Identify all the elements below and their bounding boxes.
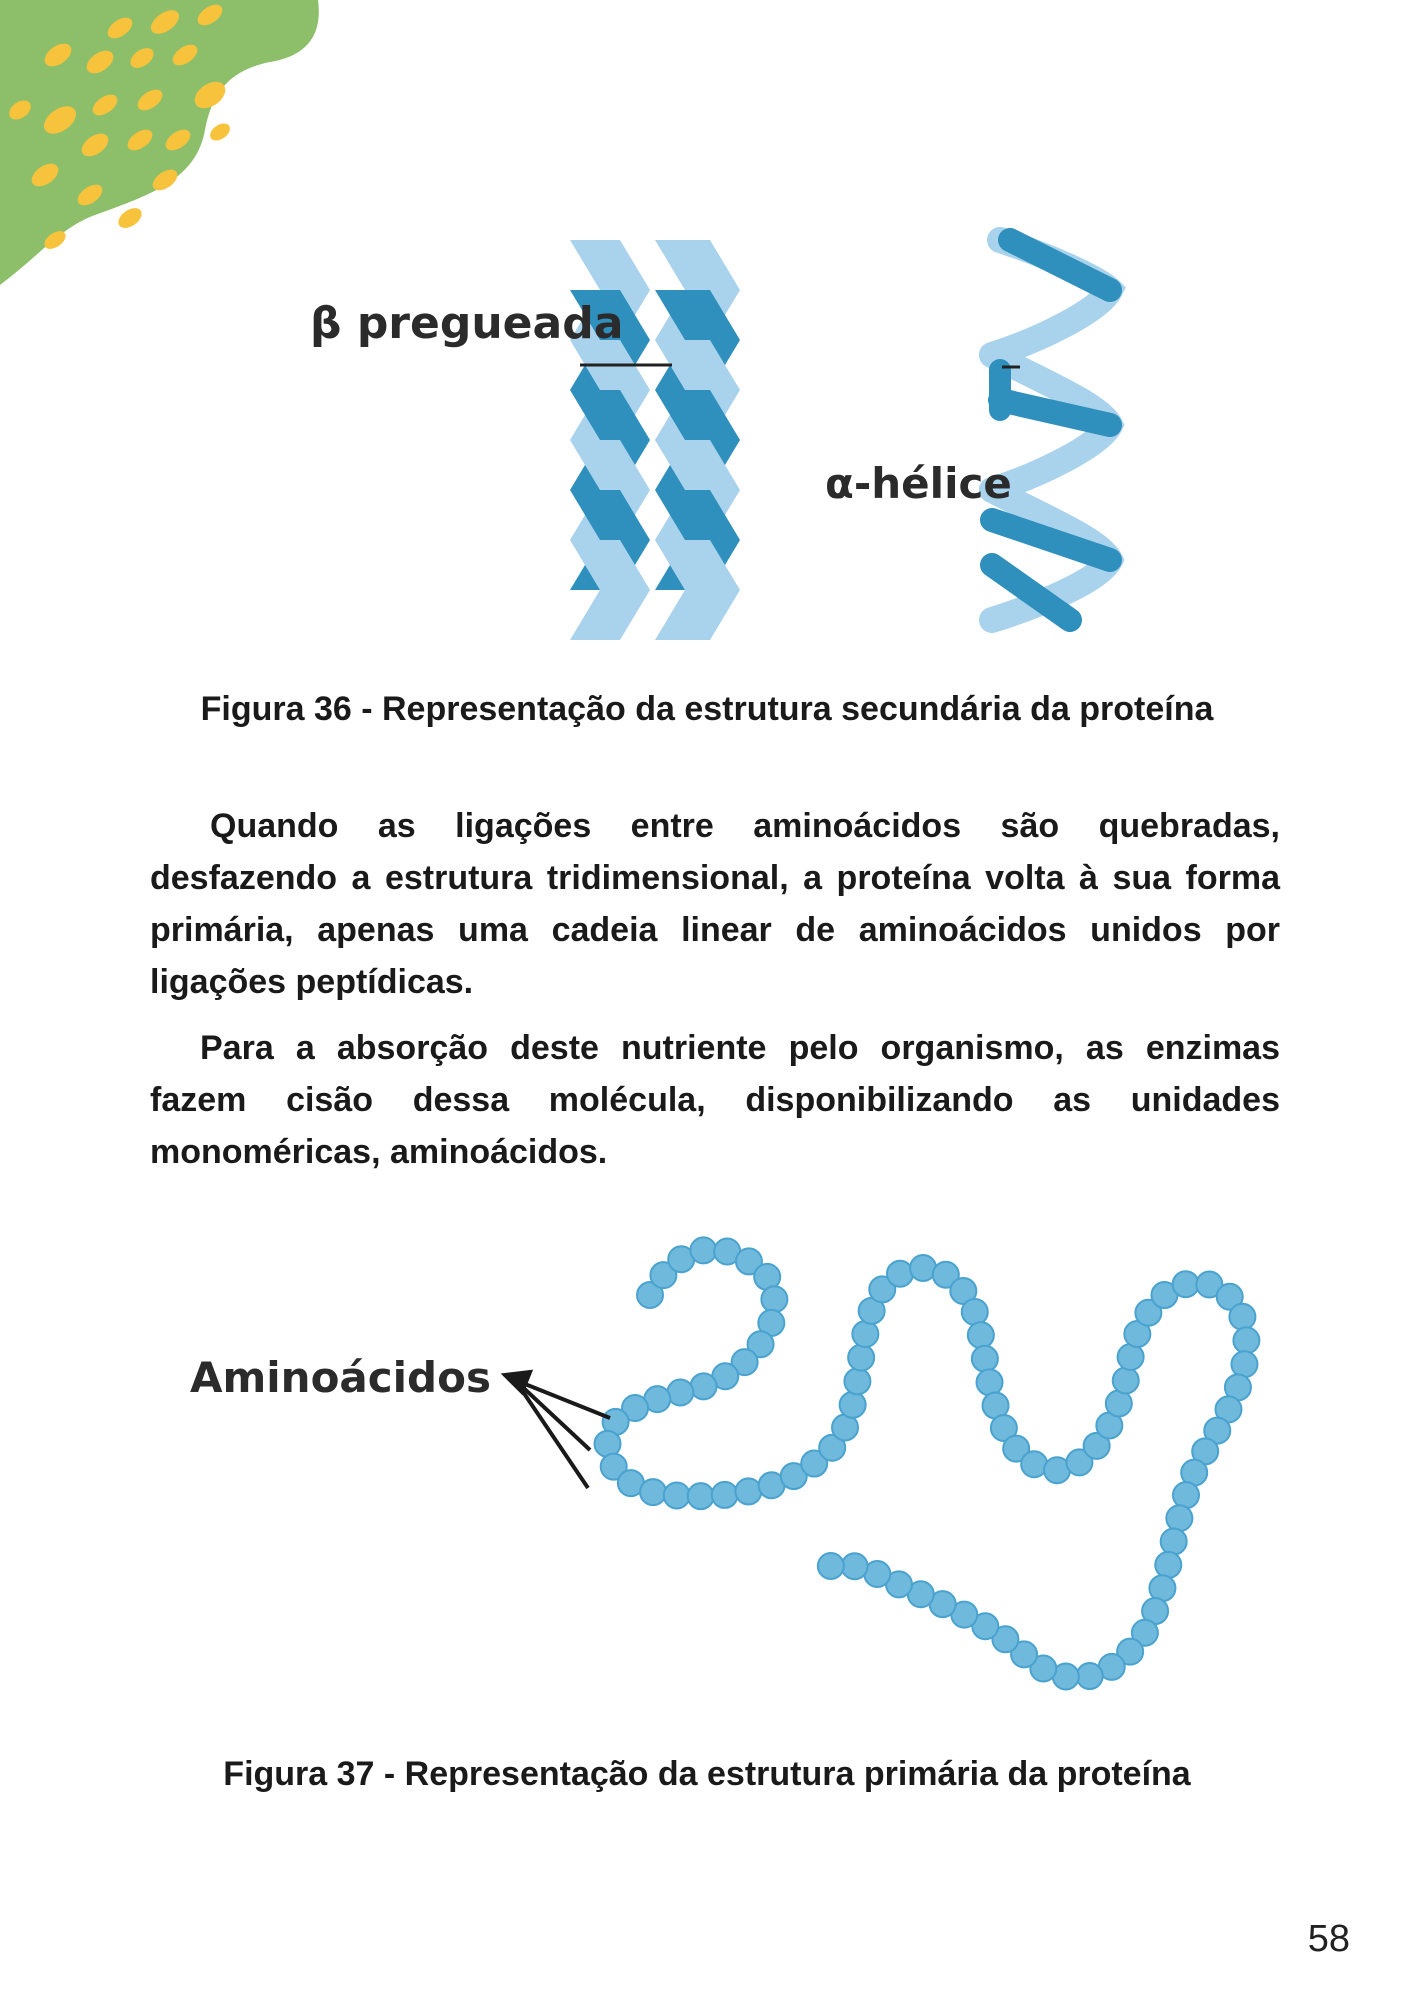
amino-acid-bead [690, 1237, 716, 1263]
amino-acid-bead [667, 1379, 693, 1405]
amino-acid-bead [1021, 1451, 1047, 1477]
amino-acid-bead [1161, 1529, 1187, 1555]
amino-acid-bead [972, 1346, 998, 1372]
amino-acid-bead [1155, 1552, 1181, 1578]
amino-acid-bead [1166, 1505, 1192, 1531]
amino-acid-bead [1106, 1390, 1132, 1416]
amino-acid-chain [595, 1237, 1260, 1689]
beta-sheet-label: β pregueada [310, 298, 624, 349]
amino-acid-bead [595, 1431, 621, 1457]
amino-acid-bead [1173, 1482, 1199, 1508]
amino-acid-bead [962, 1299, 988, 1325]
amino-acid-bead [968, 1322, 994, 1348]
amino-acid-pointer-arrows [505, 1372, 610, 1488]
amino-acid-bead [1229, 1304, 1255, 1330]
amino-acid-bead [1118, 1344, 1144, 1370]
page-number: 58 [1307, 1918, 1350, 1960]
alpha-helix-label: α-hélice [825, 459, 1012, 508]
paragraph-denaturation: Quando as ligações entre aminoácidos são quebradas, desfazendo a estrutura tridimensional, a proteína volta à sua forma primária, apenas uma cadeia linear de aminoácidos unidos por ligações peptídicas. [150, 807, 1280, 1001]
amino-acid-bead [1077, 1663, 1103, 1689]
amino-acid-bead [1173, 1271, 1199, 1297]
amino-acid-bead [712, 1482, 738, 1508]
amino-acid-bead [1233, 1327, 1259, 1353]
figure-36-caption: Figura 36 - Representação da estrutura secundária da proteína [200, 690, 1214, 728]
amino-acid-bead [977, 1369, 1003, 1395]
secondary-structure-figure [280, 220, 1140, 660]
amino-acid-bead [852, 1321, 878, 1347]
primary-structure-figure [170, 1220, 1270, 1730]
amino-acid-bead [848, 1345, 874, 1371]
amino-acid-bead [691, 1373, 717, 1399]
amino-acid-bead [1113, 1367, 1139, 1393]
amino-acid-bead [761, 1286, 787, 1312]
amino-acid-bead [887, 1261, 913, 1287]
amino-acid-bead [1231, 1351, 1257, 1377]
amino-acid-bead [844, 1368, 870, 1394]
amino-acid-bead [664, 1482, 690, 1508]
amino-acid-bead [640, 1479, 666, 1505]
paragraph-absorption: Para a absorção deste nutriente pelo organismo, as enzimas fazem cisão dessa molécula, disponibilizando as unidades monoméricas, aminoácidos. [150, 1029, 1280, 1171]
amino-acid-bead [842, 1553, 868, 1579]
amino-acids-label: Aminoácidos [190, 1353, 491, 1402]
figure-37-caption: Figura 37 - Representação da estrutura primária da proteína [223, 1755, 1191, 1793]
amino-acid-bead [735, 1478, 761, 1504]
amino-acid-bead [818, 1553, 844, 1579]
amino-acid-bead [688, 1483, 714, 1509]
amino-acid-bead [840, 1392, 866, 1418]
alpha-helix-illustration [992, 240, 1110, 620]
